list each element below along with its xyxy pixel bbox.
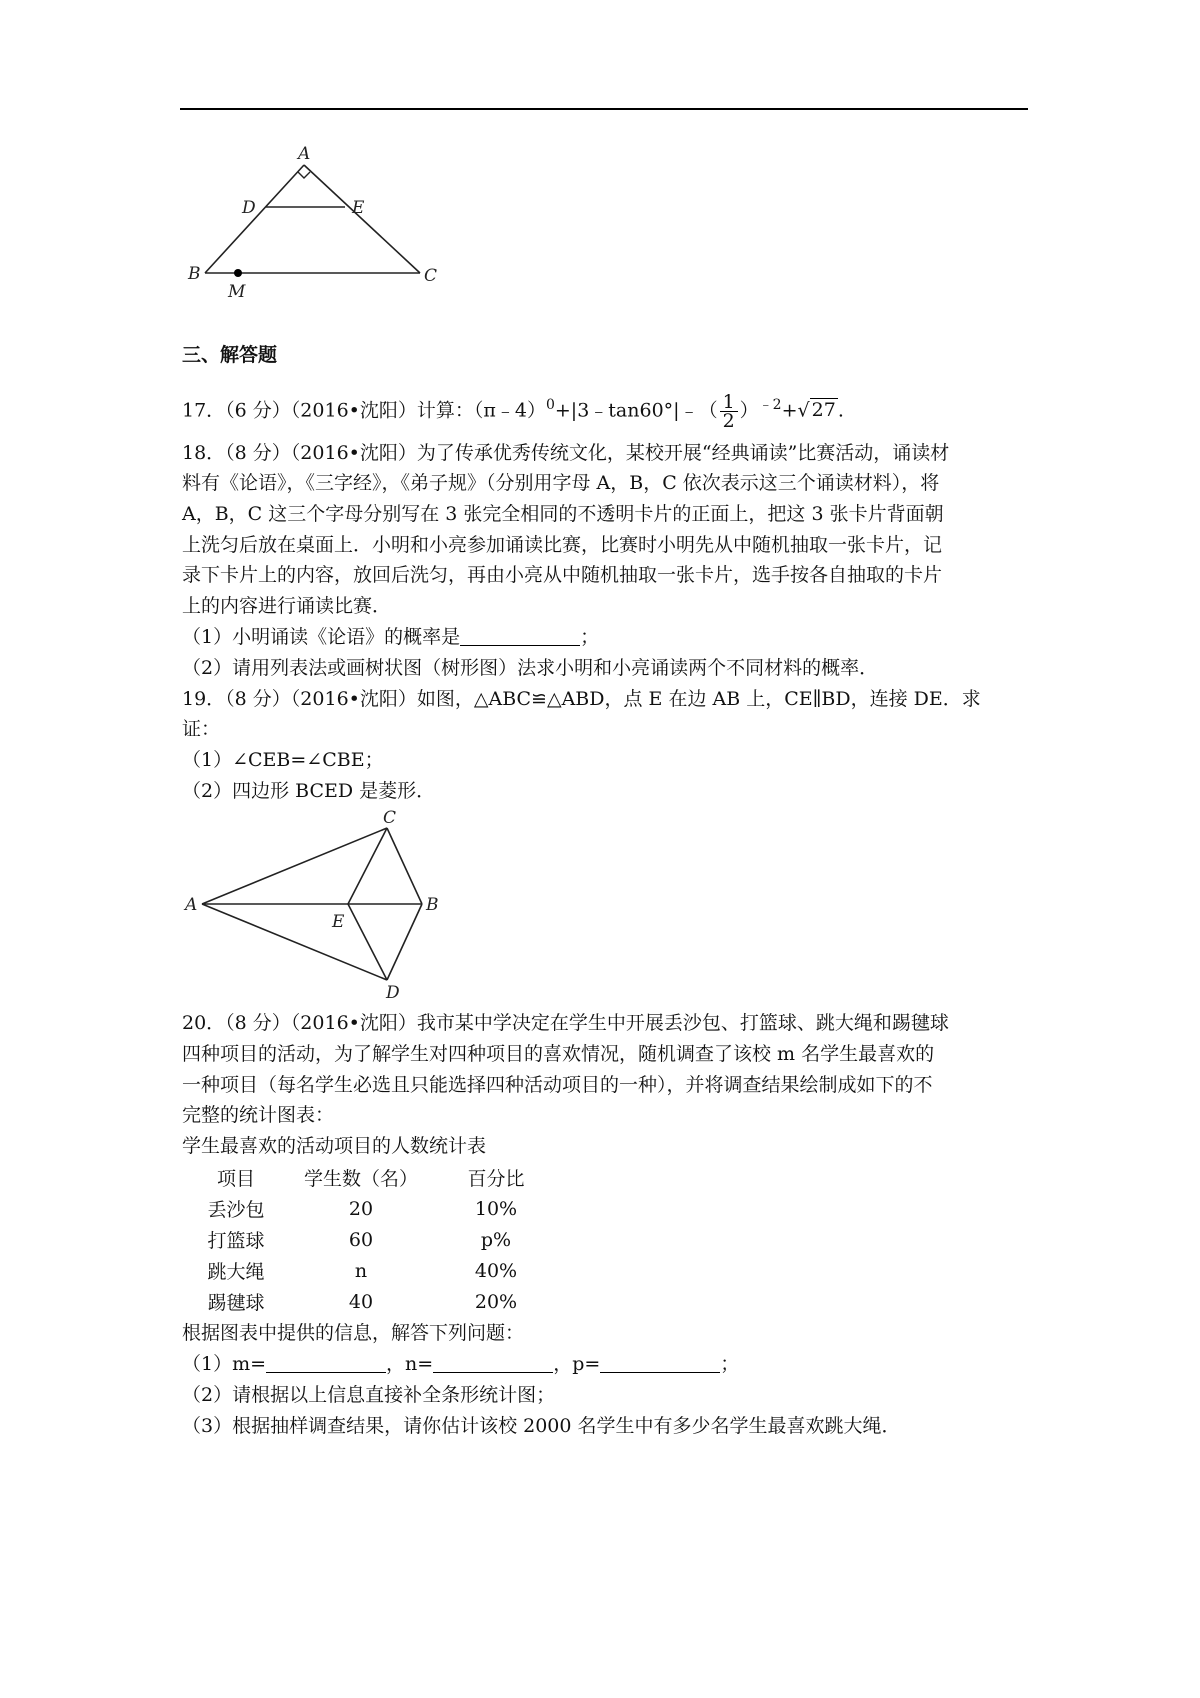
q20-line-2: 四种项目的活动，为了解学生对四种项目的喜欢情况，随机调查了该校 m 名学生最喜欢的 xyxy=(182,1043,935,1065)
q18-line-3: A，B，C 这三个字母分别写在 3 张完全相同的不透明卡片的正面上，把这 3 张卡片背面朝 xyxy=(182,503,944,525)
table-header: 学生数（名） xyxy=(303,1168,418,1190)
q17-end: . xyxy=(837,399,844,422)
label-c: C xyxy=(424,266,438,286)
q18-line-2: 料有《论语》，《三字经》，《弟子规》（分别用字母 A，B，C 依次表示这三个诵读材料），将 xyxy=(182,472,940,494)
q17-fraction xyxy=(720,390,738,432)
q20-part-1-p: ，p= xyxy=(553,1353,601,1375)
q20-part-1-n: ，n= xyxy=(386,1353,434,1375)
table-cell: 20% xyxy=(474,1290,518,1313)
label-m: M xyxy=(228,282,246,302)
table-cell: 40 xyxy=(348,1290,374,1313)
q18-line-4: 上洗匀后放在桌面上．小明和小亮参加诵读比赛，比赛时小明先从中随机抽取一张卡片，记 xyxy=(182,534,943,556)
label-a: A xyxy=(298,145,311,164)
q17-radicand: 27 xyxy=(811,399,836,422)
quadrilateral-bced-figure xyxy=(180,808,450,998)
q17-close-paren: ） xyxy=(739,399,759,422)
label-d: D xyxy=(242,198,256,218)
table-row xyxy=(186,1286,556,1317)
q20-part-1-m: （1）m= xyxy=(182,1353,267,1375)
table-cell: 60 xyxy=(348,1228,374,1251)
q17-middle: +|3﹣tan60°|﹣（ xyxy=(554,399,718,422)
q20-line-4: 完整的统计图表： xyxy=(182,1104,335,1126)
table-header-row xyxy=(186,1162,556,1193)
q17-plus: + xyxy=(781,399,798,422)
q20-part-1-end: ； xyxy=(720,1353,740,1375)
activity-stats-table xyxy=(186,1162,556,1317)
table-cell: p% xyxy=(480,1228,512,1251)
q17-fraction-numerator: 1 xyxy=(720,393,738,412)
label-d: D xyxy=(386,983,400,998)
label-b: B xyxy=(188,264,201,284)
q19-line-2: 证： xyxy=(182,718,221,740)
q18-part-1 xyxy=(182,622,599,652)
table-row xyxy=(186,1255,556,1286)
q18-line-6: 上的内容进行诵读比赛． xyxy=(182,595,392,617)
q17-exponent-zero: 0 xyxy=(545,397,555,413)
q18-part-2: （2）请用列表法或画树状图（树形图）法求小明和小亮诵读两个不同材料的概率． xyxy=(182,657,879,679)
label-c: C xyxy=(383,808,397,828)
triangle-abc-figure xyxy=(180,145,450,305)
q18-line-1: 18．（8 分）（2016•沈阳）为了传承优秀传统文化，某校开展“经典诵读”比赛活动，诵读材 xyxy=(182,442,950,464)
q20-line-1: 20．（8 分）（2016•沈阳）我市某中学决定在学生中开展丢沙包、打篮球、跳大绳和踢毽球 xyxy=(182,1012,949,1034)
table-cell: n xyxy=(354,1259,368,1282)
q17-fraction-denominator: 2 xyxy=(722,409,735,432)
header-rule xyxy=(180,108,1028,110)
question-17: 17．（6 分）（2016•沈阳）计算：（π﹣4）$^0$+|3﹣tan60°|﹣（ $\frac{1}{2}$ ）$^{﹣2}$+√ 27 . xyxy=(182,390,844,432)
table-title: 学生最喜欢的活动项目的人数统计表 xyxy=(182,1135,487,1157)
q18-part-1-text: （1）小明诵读《论语》的概率是 xyxy=(182,626,461,648)
table-cell: 10% xyxy=(474,1197,518,1220)
label-e: E xyxy=(352,198,365,218)
q19-part-1: （1）∠CEB=∠CBE； xyxy=(182,749,384,771)
q17-exponent-neg2: ﹣2 xyxy=(758,397,782,413)
table-cell: 丢沙包 xyxy=(207,1199,265,1221)
q20-line-3: 一种项目（每名学生必选且只能选择四种活动项目的一种），并将调查结果绘制成如下的不 xyxy=(182,1074,933,1096)
q20-part-3: （3）根据抽样调查结果，请你估计该校 2000 名学生中有多少名学生最喜欢跳大绳． xyxy=(182,1415,901,1437)
q20-part-1 xyxy=(182,1349,739,1379)
m-answer-blank[interactable] xyxy=(266,1352,386,1373)
table-cell: 20 xyxy=(348,1197,374,1220)
table-cell: 踢毽球 xyxy=(207,1292,265,1314)
q20-part-2: （2）请根据以上信息直接补全条形统计图； xyxy=(182,1384,556,1406)
q19-line-1: 19．（8 分）（2016•沈阳）如图，△ABC≌△ABD，点 E 在边 AB 上，CE∥BD，连接 DE．求 xyxy=(182,688,981,710)
q19-part-2: （2）四边形 BCED 是菱形． xyxy=(182,780,436,802)
q17-prefix: 17．（6 分）（2016•沈阳）计算：（π﹣4） xyxy=(182,399,546,422)
table-cell: 打篮球 xyxy=(207,1230,265,1252)
q18-part-1-end: ； xyxy=(580,626,600,648)
label-e: E xyxy=(332,912,345,932)
table-row xyxy=(186,1193,556,1224)
table-header: 百分比 xyxy=(467,1168,525,1190)
table-row xyxy=(186,1224,556,1255)
n-answer-blank[interactable] xyxy=(433,1352,553,1373)
label-b: B xyxy=(426,895,439,915)
q20-intro: 根据图表中提供的信息，解答下列问题： xyxy=(182,1322,525,1344)
table-cell: 40% xyxy=(474,1259,518,1282)
label-a: A xyxy=(185,895,198,915)
section-title: 三、解答题 xyxy=(182,344,278,366)
table-cell: 跳大绳 xyxy=(207,1261,265,1283)
p-answer-blank[interactable] xyxy=(600,1352,720,1373)
q18-answer-blank[interactable] xyxy=(460,625,580,646)
table-header: 项目 xyxy=(216,1168,255,1190)
q18-line-5: 录下卡片上的内容，放回后洗匀，再由小亮从中随机抽取一张卡片，选手按各自抽取的卡片 xyxy=(182,564,943,586)
